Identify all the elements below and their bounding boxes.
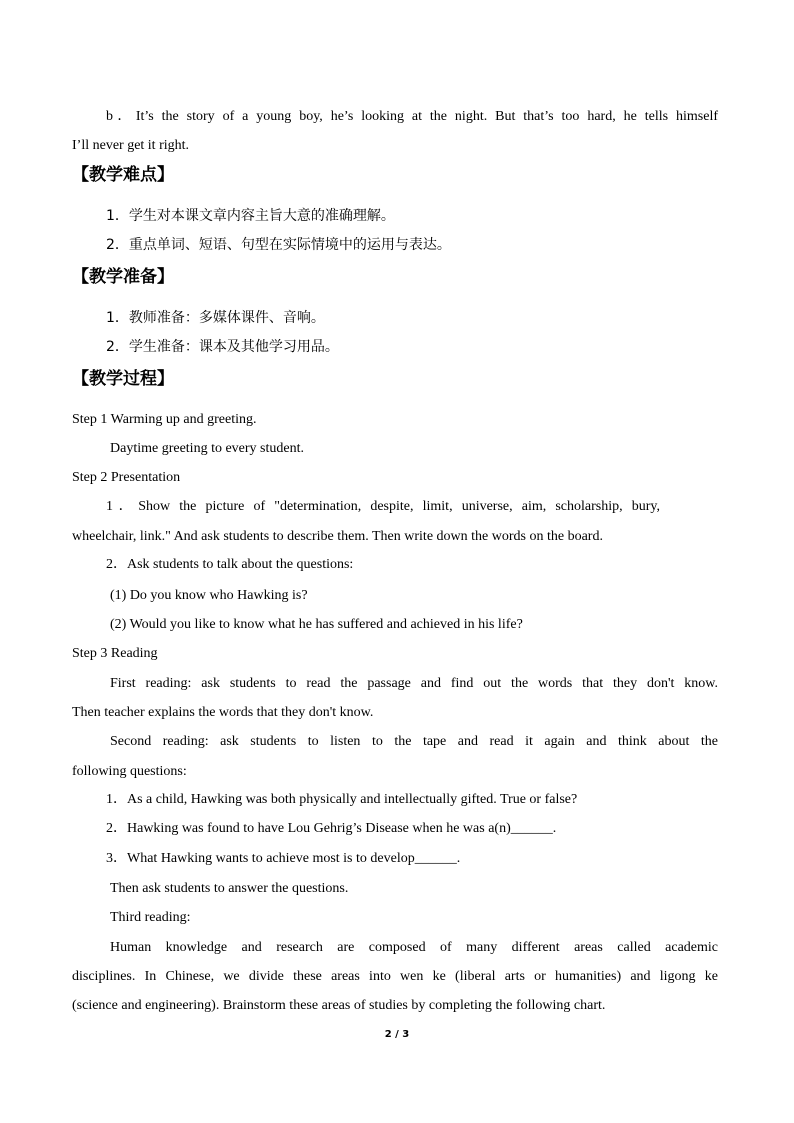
reading-question-3: 3．What Hawking wants to achieve most is to develop______. <box>106 851 461 866</box>
answer-prompt: Then ask students to answer the questions. <box>110 881 349 896</box>
second-reading-line-2: following questions: <box>72 764 187 779</box>
reading-question-1: 1．As a child, Hawking was both physically and intellectually gifted. True or false? <box>106 792 578 807</box>
step2-title: Step 2 Presentation <box>72 470 181 485</box>
section-heading-process: 【教学过程】 <box>72 369 174 389</box>
third-reading-label: Third reading: <box>110 910 191 925</box>
section-heading-preparation: 【教学准备】 <box>72 267 174 287</box>
third-reading-line-1: Human knowledge and research are composed of many different areas called academic <box>110 940 718 955</box>
second-reading-line-1: Second reading: ask students to listen to the tape and read it again and think about the <box>110 734 718 749</box>
step2-item2: 2．Ask students to talk about the questions: <box>106 557 354 572</box>
step2-item1-line1: 1．Show the picture of "determination, despite, limit, universe, aim, scholarship, bury, <box>106 499 660 514</box>
first-reading-line-1: First reading: ask students to read the passage and find out the words that they don't know. <box>110 676 718 691</box>
third-reading-line-3: (science and engineering). Brainstorm these areas of studies by completing the following chart. <box>72 998 606 1013</box>
difficulty-item-1: 1．学生对本课文章内容主旨大意的准确理解。 <box>106 208 395 224</box>
step2-question-1: (1) Do you know who Hawking is? <box>110 588 308 603</box>
step1-text: Daytime greeting to every student. <box>110 441 304 456</box>
section-heading-difficulties: 【教学难点】 <box>72 165 174 185</box>
step2-item1-line2: wheelchair, link." And ask students to describe them. Then write down the words on the board. <box>72 529 603 544</box>
intro-line-1: b．It’s the story of a young boy, he’s looking at the night. But that’s too hard, he tells himself <box>106 109 718 124</box>
preparation-item-2: 2．学生准备：课本及其他学习用品。 <box>106 339 339 355</box>
intro-line-2: I’ll never get it right. <box>72 138 190 153</box>
first-reading-line-2: Then teacher explains the words that they don't know. <box>72 705 374 720</box>
third-reading-line-2: disciplines. In Chinese, we divide these areas into wen ke (liberal arts or humanities) and ligong ke <box>72 969 718 984</box>
page-number: 2 / 3 <box>384 1029 410 1040</box>
step3-title: Step 3 Reading <box>72 646 158 661</box>
preparation-item-1: 1．教师准备：多媒体课件、音响。 <box>106 310 325 326</box>
step2-question-2: (2) Would you like to know what he has suffered and achieved in his life? <box>110 617 523 632</box>
reading-question-2: 2．Hawking was found to have Lou Gehrig’s Disease when he was a(n)______. <box>106 821 557 836</box>
step1-title: Step 1 Warming up and greeting. <box>72 412 257 427</box>
difficulty-item-2: 2．重点单词、短语、句型在实际情境中的运用与表达。 <box>106 237 451 253</box>
